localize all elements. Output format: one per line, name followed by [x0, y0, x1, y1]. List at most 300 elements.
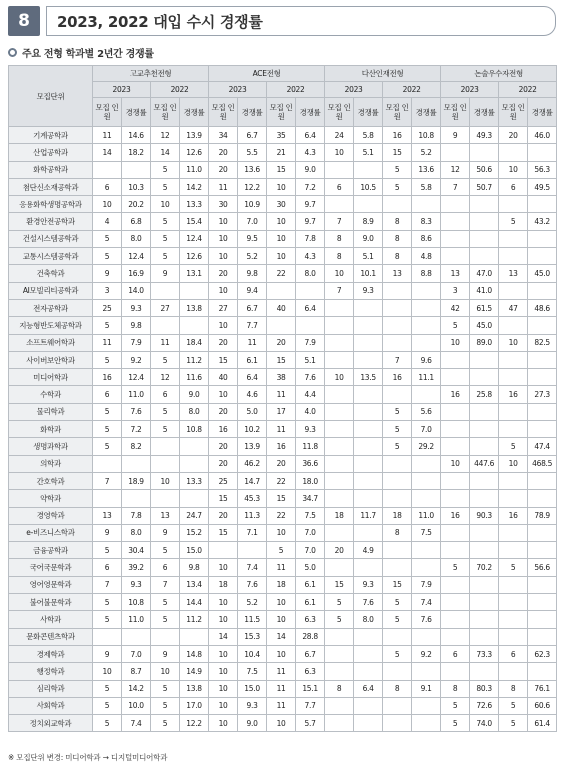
- value-cell: 8.0: [354, 611, 383, 628]
- value-cell: [499, 230, 528, 247]
- rate-header: 경쟁률: [412, 98, 441, 127]
- value-cell: [528, 524, 557, 541]
- year-header: 2022: [383, 82, 441, 98]
- table-row: [9, 715, 557, 732]
- value-cell: 7: [93, 472, 122, 489]
- value-cell: 5: [151, 611, 180, 628]
- value-cell: 10: [209, 645, 238, 662]
- table-row: [9, 230, 557, 247]
- value-cell: [354, 403, 383, 420]
- value-cell: 5.5: [238, 144, 267, 161]
- value-cell: [93, 455, 122, 472]
- value-cell: 12.4: [122, 248, 151, 265]
- value-cell: [383, 628, 412, 645]
- value-cell: 43.2: [528, 213, 557, 230]
- value-cell: [528, 628, 557, 645]
- value-cell: 17: [267, 403, 296, 420]
- value-cell: [499, 524, 528, 541]
- value-cell: [325, 490, 354, 507]
- value-cell: 5.0: [238, 403, 267, 420]
- dept-name-cell: 미디어학과: [9, 369, 93, 386]
- value-cell: 6.3: [296, 611, 325, 628]
- value-cell: 13: [151, 507, 180, 524]
- value-cell: [528, 472, 557, 489]
- value-cell: [325, 317, 354, 334]
- value-cell: 18: [383, 507, 412, 524]
- dept-name-cell: 첨단신소재공학과: [9, 178, 93, 195]
- value-cell: 7.0: [238, 213, 267, 230]
- table-row: [9, 265, 557, 282]
- value-cell: [93, 161, 122, 178]
- value-cell: 7.6: [238, 576, 267, 593]
- dept-name-cell: 영어영문학과: [9, 576, 93, 593]
- value-cell: 10: [209, 282, 238, 299]
- value-cell: 9.3: [354, 576, 383, 593]
- value-cell: 30.4: [122, 542, 151, 559]
- value-cell: 20.2: [122, 196, 151, 213]
- value-cell: [470, 351, 499, 368]
- value-cell: 46.0: [528, 127, 557, 144]
- value-cell: 15.3: [238, 628, 267, 645]
- value-cell: 5: [151, 594, 180, 611]
- table-row: [9, 628, 557, 645]
- value-cell: 5.2: [238, 248, 267, 265]
- value-cell: [412, 559, 441, 576]
- table-row: [9, 144, 557, 161]
- value-cell: [528, 663, 557, 680]
- value-cell: 6.8: [122, 213, 151, 230]
- value-cell: [122, 490, 151, 507]
- value-cell: 6: [325, 178, 354, 195]
- value-cell: 5: [267, 542, 296, 559]
- value-cell: 15.4: [180, 213, 209, 230]
- value-cell: 5.2: [238, 594, 267, 611]
- value-cell: 6.7: [238, 299, 267, 316]
- value-cell: 7: [383, 351, 412, 368]
- value-cell: 5: [383, 403, 412, 420]
- value-cell: [528, 421, 557, 438]
- dept-name-cell: 불어불문학과: [9, 594, 93, 611]
- value-cell: [499, 542, 528, 559]
- table-row: [9, 127, 557, 144]
- value-cell: 6: [151, 559, 180, 576]
- value-cell: 15.0: [180, 542, 209, 559]
- dept-name-cell: 간호학과: [9, 472, 93, 489]
- value-cell: [354, 645, 383, 662]
- value-cell: [122, 455, 151, 472]
- value-cell: 10: [267, 611, 296, 628]
- value-cell: [499, 594, 528, 611]
- value-cell: [354, 317, 383, 334]
- value-cell: 10: [151, 663, 180, 680]
- value-cell: 20: [209, 403, 238, 420]
- value-cell: 10: [209, 611, 238, 628]
- value-cell: [441, 594, 470, 611]
- value-cell: 5: [93, 438, 122, 455]
- value-cell: 8: [383, 230, 412, 247]
- value-cell: 18: [267, 576, 296, 593]
- value-cell: [383, 472, 412, 489]
- value-cell: 9.8: [180, 559, 209, 576]
- value-cell: 5: [93, 611, 122, 628]
- value-cell: 10: [267, 524, 296, 541]
- value-cell: [354, 386, 383, 403]
- value-cell: 15: [383, 576, 412, 593]
- table-row: [9, 507, 557, 524]
- value-cell: [383, 196, 412, 213]
- year-header: 2023: [93, 82, 151, 98]
- value-cell: 7.4: [412, 594, 441, 611]
- value-cell: 13.3: [180, 472, 209, 489]
- value-cell: 45.3: [238, 490, 267, 507]
- year-header: 2023: [325, 82, 383, 98]
- table-row: [9, 611, 557, 628]
- value-cell: 10: [209, 697, 238, 714]
- value-cell: [383, 317, 412, 334]
- value-cell: 12.2: [180, 715, 209, 732]
- value-cell: 20: [267, 455, 296, 472]
- value-cell: 5: [383, 611, 412, 628]
- value-cell: 11: [238, 334, 267, 351]
- value-cell: [412, 282, 441, 299]
- table-row: [9, 161, 557, 178]
- value-cell: 10: [325, 144, 354, 161]
- value-cell: 8: [325, 248, 354, 265]
- value-cell: 39.2: [122, 559, 151, 576]
- value-cell: [441, 472, 470, 489]
- value-cell: [470, 663, 499, 680]
- value-cell: 7.4: [238, 559, 267, 576]
- group-header: ACE전형: [209, 66, 325, 82]
- value-cell: 13.3: [180, 196, 209, 213]
- value-cell: 18.0: [296, 472, 325, 489]
- value-cell: 18: [209, 576, 238, 593]
- value-cell: 3: [441, 282, 470, 299]
- value-cell: [325, 438, 354, 455]
- value-cell: 12.4: [122, 369, 151, 386]
- rate-header: 경쟁률: [238, 98, 267, 127]
- value-cell: [528, 144, 557, 161]
- value-cell: 60.6: [528, 697, 557, 714]
- value-cell: 15: [325, 576, 354, 593]
- value-cell: 29.2: [412, 438, 441, 455]
- value-cell: [470, 438, 499, 455]
- value-cell: 7.9: [296, 334, 325, 351]
- value-cell: [412, 455, 441, 472]
- dept-name-cell: 건설시스템공학과: [9, 230, 93, 247]
- value-cell: 10: [267, 594, 296, 611]
- value-cell: [441, 230, 470, 247]
- value-cell: [470, 542, 499, 559]
- value-cell: [470, 144, 499, 161]
- value-cell: 8.0: [122, 230, 151, 247]
- value-cell: 5: [151, 230, 180, 247]
- dept-name-cell: 환경안전공학과: [9, 213, 93, 230]
- value-cell: [325, 196, 354, 213]
- value-cell: 22: [267, 265, 296, 282]
- value-cell: 14.6: [122, 127, 151, 144]
- value-cell: 20: [209, 144, 238, 161]
- table-row: [9, 438, 557, 455]
- value-cell: 6: [499, 645, 528, 662]
- value-cell: 6.1: [296, 594, 325, 611]
- value-cell: 20: [209, 265, 238, 282]
- value-cell: 5: [93, 421, 122, 438]
- value-cell: 11: [267, 680, 296, 697]
- value-cell: [470, 628, 499, 645]
- value-cell: 9.8: [122, 317, 151, 334]
- value-cell: [441, 490, 470, 507]
- value-cell: 5.6: [412, 403, 441, 420]
- value-cell: 15: [267, 490, 296, 507]
- year-header: 2023: [441, 82, 499, 98]
- rate-header: 경쟁률: [354, 98, 383, 127]
- dept-name-cell: 금융공학과: [9, 542, 93, 559]
- value-cell: 5: [499, 697, 528, 714]
- dept-name-cell: 화학과: [9, 421, 93, 438]
- value-cell: 8: [325, 680, 354, 697]
- value-cell: [383, 559, 412, 576]
- dept-name-cell: 건축학과: [9, 265, 93, 282]
- value-cell: 22: [267, 472, 296, 489]
- value-cell: [383, 334, 412, 351]
- value-cell: [470, 594, 499, 611]
- value-cell: [441, 144, 470, 161]
- value-cell: 5: [499, 438, 528, 455]
- value-cell: 9.2: [412, 645, 441, 662]
- value-cell: 47.0: [470, 265, 499, 282]
- value-cell: [441, 524, 470, 541]
- value-cell: 50.7: [470, 178, 499, 195]
- value-cell: [528, 403, 557, 420]
- value-cell: 11.0: [412, 507, 441, 524]
- value-cell: 9.4: [238, 282, 267, 299]
- value-cell: 6: [93, 559, 122, 576]
- value-cell: [325, 524, 354, 541]
- value-cell: [528, 230, 557, 247]
- value-cell: 5: [383, 161, 412, 178]
- value-cell: [354, 455, 383, 472]
- value-cell: [412, 334, 441, 351]
- value-cell: [354, 196, 383, 213]
- value-cell: 9: [93, 524, 122, 541]
- value-cell: 20: [499, 127, 528, 144]
- value-cell: [528, 282, 557, 299]
- value-cell: 5: [151, 161, 180, 178]
- dept-name-cell: 지능형반도체공학과: [9, 317, 93, 334]
- value-cell: 5: [93, 542, 122, 559]
- value-cell: [441, 542, 470, 559]
- value-cell: 8.0: [122, 524, 151, 541]
- value-cell: 14.8: [180, 645, 209, 662]
- value-cell: 9.0: [238, 715, 267, 732]
- value-cell: 6: [151, 386, 180, 403]
- value-cell: 5: [93, 248, 122, 265]
- value-cell: 14: [151, 144, 180, 161]
- table-row: [9, 248, 557, 265]
- value-cell: 7.9: [412, 576, 441, 593]
- value-cell: 5.1: [354, 144, 383, 161]
- value-cell: [383, 490, 412, 507]
- value-cell: 7.0: [122, 645, 151, 662]
- year-header: 2022: [267, 82, 325, 98]
- value-cell: 7.9: [122, 334, 151, 351]
- group-header: 다산인재전형: [325, 66, 441, 82]
- rate-header: 경쟁률: [180, 98, 209, 127]
- value-cell: 10: [267, 213, 296, 230]
- value-cell: 18.9: [122, 472, 151, 489]
- value-cell: 14: [267, 628, 296, 645]
- value-cell: 61.4: [528, 715, 557, 732]
- value-cell: [354, 490, 383, 507]
- value-cell: 5: [325, 611, 354, 628]
- value-cell: [412, 299, 441, 316]
- value-cell: 8: [383, 213, 412, 230]
- value-cell: 90.3: [470, 507, 499, 524]
- value-cell: 9.0: [180, 386, 209, 403]
- value-cell: 10.9: [238, 196, 267, 213]
- dept-name-cell: 수학과: [9, 386, 93, 403]
- value-cell: 6: [499, 178, 528, 195]
- value-cell: 7: [151, 576, 180, 593]
- value-cell: 9.3: [238, 697, 267, 714]
- dept-name-cell: 사학과: [9, 611, 93, 628]
- value-cell: 13.9: [180, 127, 209, 144]
- value-cell: 6.1: [238, 351, 267, 368]
- value-cell: 13.9: [238, 438, 267, 455]
- value-cell: 16: [383, 127, 412, 144]
- value-cell: 5.1: [354, 248, 383, 265]
- value-cell: 22: [267, 507, 296, 524]
- value-cell: [412, 490, 441, 507]
- value-cell: 11: [267, 697, 296, 714]
- dept-name-cell: 국어국문학과: [9, 559, 93, 576]
- value-cell: [383, 299, 412, 316]
- value-cell: 40: [209, 369, 238, 386]
- value-cell: 34: [209, 127, 238, 144]
- value-cell: 11.2: [180, 351, 209, 368]
- value-cell: 7: [441, 178, 470, 195]
- value-cell: 8.7: [122, 663, 151, 680]
- value-cell: 10: [441, 455, 470, 472]
- value-cell: 5.8: [354, 127, 383, 144]
- value-cell: 16: [383, 369, 412, 386]
- value-cell: 8.0: [296, 265, 325, 282]
- value-cell: 6: [93, 386, 122, 403]
- value-cell: 5: [151, 542, 180, 559]
- value-cell: 10: [209, 213, 238, 230]
- table-row: [9, 576, 557, 593]
- value-cell: [325, 161, 354, 178]
- value-cell: 9: [93, 645, 122, 662]
- value-cell: 27: [151, 299, 180, 316]
- value-cell: [151, 438, 180, 455]
- value-cell: [93, 490, 122, 507]
- value-cell: 62.3: [528, 645, 557, 662]
- table-row: [9, 594, 557, 611]
- year-header: 2022: [499, 82, 557, 98]
- value-cell: 5: [325, 594, 354, 611]
- quota-header: 모집 인원: [499, 98, 528, 127]
- quota-header: 모집 인원: [383, 98, 412, 127]
- value-cell: 17.0: [180, 697, 209, 714]
- table-row: [9, 645, 557, 662]
- value-cell: 10.2: [238, 421, 267, 438]
- value-cell: 47: [499, 299, 528, 316]
- value-cell: 11.1: [412, 369, 441, 386]
- value-cell: 9.6: [412, 351, 441, 368]
- value-cell: 12: [441, 161, 470, 178]
- value-cell: [470, 576, 499, 593]
- value-cell: 5: [151, 178, 180, 195]
- value-cell: 11.7: [354, 507, 383, 524]
- table-row: [9, 472, 557, 489]
- table-row: [9, 317, 557, 334]
- value-cell: 11.8: [296, 438, 325, 455]
- dept-name-cell: 경제학과: [9, 645, 93, 662]
- value-cell: 9.5: [238, 230, 267, 247]
- value-cell: [528, 490, 557, 507]
- value-cell: 10: [93, 663, 122, 680]
- subtitle-text: 주요 전형 학과별 2년간 경쟁률: [22, 49, 154, 60]
- dept-name-cell: 사회학과: [9, 697, 93, 714]
- value-cell: 3: [93, 282, 122, 299]
- value-cell: [325, 351, 354, 368]
- value-cell: 21: [267, 144, 296, 161]
- value-cell: 5: [93, 317, 122, 334]
- value-cell: 6: [93, 178, 122, 195]
- value-cell: 10: [209, 317, 238, 334]
- value-cell: 11: [93, 334, 122, 351]
- value-cell: 28.8: [296, 628, 325, 645]
- value-cell: 11: [267, 559, 296, 576]
- value-cell: [354, 472, 383, 489]
- value-cell: 6.4: [238, 369, 267, 386]
- value-cell: [238, 542, 267, 559]
- value-cell: 45.0: [470, 317, 499, 334]
- table-row: [9, 196, 557, 213]
- value-cell: 7.1: [238, 524, 267, 541]
- value-cell: 13: [383, 265, 412, 282]
- value-cell: [354, 524, 383, 541]
- value-cell: 4.0: [296, 403, 325, 420]
- value-cell: 20: [325, 542, 354, 559]
- value-cell: [499, 490, 528, 507]
- value-cell: 10.8: [412, 127, 441, 144]
- value-cell: [180, 455, 209, 472]
- dept-name-cell: e-비즈니스학과: [9, 524, 93, 541]
- value-cell: 10: [499, 455, 528, 472]
- rate-header: 경쟁률: [470, 98, 499, 127]
- value-cell: 7: [325, 282, 354, 299]
- value-cell: 72.6: [470, 697, 499, 714]
- value-cell: 15: [267, 351, 296, 368]
- value-cell: 11.0: [180, 161, 209, 178]
- value-cell: 27.3: [528, 386, 557, 403]
- table-row: [9, 178, 557, 195]
- value-cell: [470, 403, 499, 420]
- value-cell: [470, 472, 499, 489]
- value-cell: 6: [441, 645, 470, 662]
- value-cell: 10: [441, 334, 470, 351]
- value-cell: 12: [151, 127, 180, 144]
- value-cell: [383, 386, 412, 403]
- value-cell: [470, 611, 499, 628]
- value-cell: 10: [209, 230, 238, 247]
- value-cell: 15.1: [296, 680, 325, 697]
- value-cell: 11.6: [180, 369, 209, 386]
- value-cell: [325, 386, 354, 403]
